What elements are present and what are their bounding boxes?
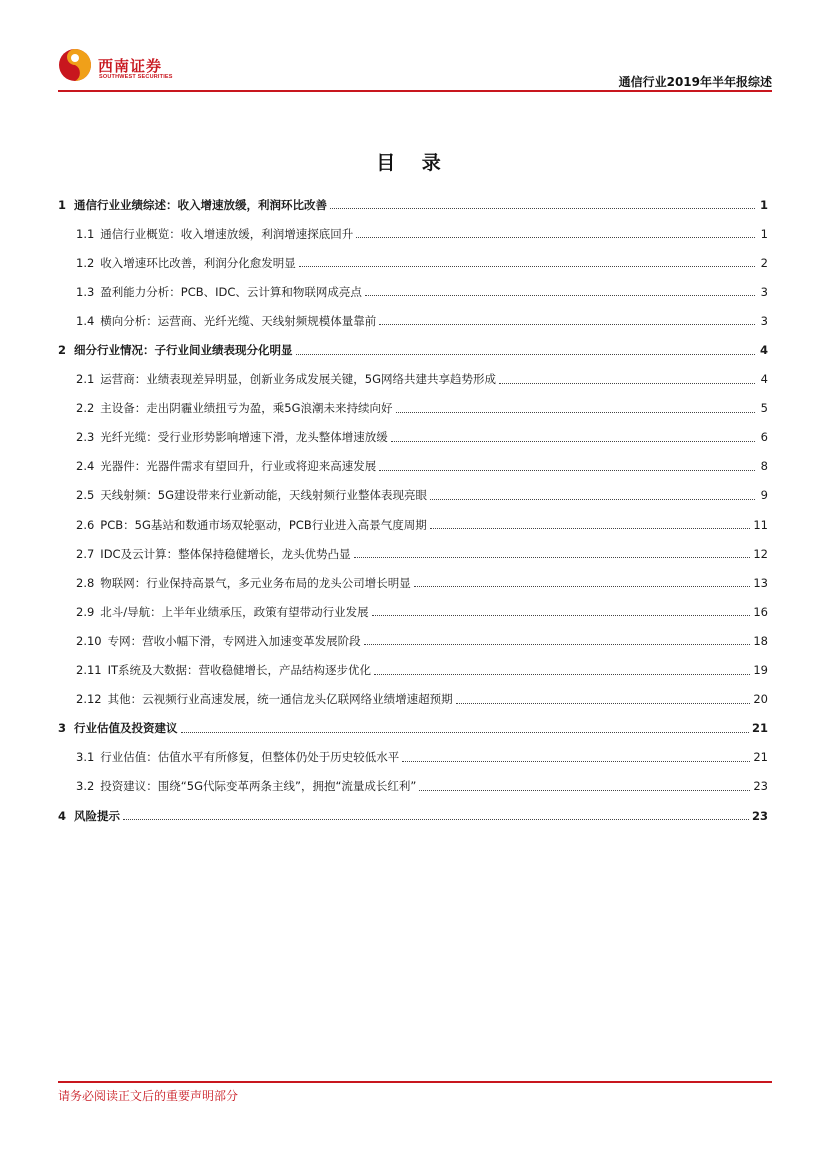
- toc-entry-title: 横向分析：运营商、光纤光缆、天线射频规模体量靠前: [100, 313, 377, 328]
- logo-chinese-name: 西南证券: [98, 57, 163, 75]
- toc-entry-number: 1: [58, 197, 67, 212]
- toc-entry-number: 3: [58, 721, 67, 736]
- toc-dot-leader: [374, 674, 750, 675]
- toc-entry-title: 盈利能力分析：PCB、IDC、云计算和物联网成亮点: [100, 284, 362, 299]
- toc-entry-number: 2.2: [76, 401, 95, 416]
- toc-entry-title: 通信行业概览：收入增速放缓，利润增速探底回升: [100, 226, 354, 241]
- toc-entry[interactable]: [58, 365, 768, 394]
- toc-entry-number: 1.4: [76, 313, 95, 328]
- toc-entry-title: 专网：营收小幅下滑，专网进入加速变革发展阶段: [107, 633, 361, 648]
- table-of-contents: [58, 190, 768, 830]
- toc-dot-leader: [499, 383, 755, 384]
- toc-entry-page: 9: [760, 488, 768, 503]
- toc-dot-leader: [299, 266, 755, 267]
- toc-entry-number: 1.1: [76, 226, 95, 241]
- toc-dot-leader: [356, 237, 755, 238]
- toc-entry-title: 细分行业情况：子行业间业绩表现分化明显: [74, 343, 293, 358]
- toc-entry-number: 2.4: [76, 459, 95, 474]
- toc-entry-number: 2.6: [76, 517, 95, 532]
- toc-entry[interactable]: [58, 394, 768, 423]
- toc-entry[interactable]: [58, 248, 768, 277]
- toc-entry-page: 23: [753, 779, 768, 794]
- toc-entry-number: 2.5: [76, 488, 95, 503]
- toc-entry-title: 运营商：业绩表现差异明显，创新业务成发展关键，5G网络共建共享趋势形成: [100, 372, 497, 387]
- toc-dot-leader: [123, 819, 749, 820]
- toc-dot-leader: [379, 324, 755, 325]
- toc-entry-title: 其他：云视频行业高速发展，统一通信龙头亿联网络业绩增速超预期: [107, 692, 453, 707]
- toc-entry-page: 1: [760, 226, 768, 241]
- toc-entry-page: 12: [753, 546, 768, 561]
- toc-entry-number: 2.12: [76, 692, 102, 707]
- toc-dot-leader: [354, 557, 751, 558]
- toc-entry-number: 3.1: [76, 750, 95, 765]
- toc-entry-title: 光器件：光器件需求有望回升，行业或将迎来高速发展: [100, 459, 377, 474]
- toc-dot-leader: [296, 354, 755, 355]
- toc-entry-page: 1: [759, 197, 768, 212]
- footer-disclaimer: 请务必阅读正文后的重要声明部分: [58, 1089, 239, 1103]
- toc-dot-leader: [330, 208, 755, 209]
- report-title: 通信行业2019年半年报综述: [618, 75, 772, 89]
- toc-entry-number: 2.9: [76, 604, 95, 619]
- toc-dot-leader: [396, 412, 755, 413]
- toc-entry-page: 19: [753, 663, 768, 678]
- toc-entry[interactable]: [58, 743, 768, 772]
- toc-entry-title: 物联网：行业保持高景气，多元业务布局的龙头公司增长明显: [100, 575, 411, 590]
- footer-divider: [58, 1081, 772, 1083]
- toc-entry-number: 4: [58, 808, 67, 823]
- toc-entry-page: 16: [753, 604, 768, 619]
- toc-entry-page: 2: [760, 255, 768, 270]
- toc-entry-number: 2: [58, 343, 67, 358]
- toc-entry-title: 行业估值及投资建议: [74, 721, 178, 736]
- toc-entry-number: 2.11: [76, 663, 102, 678]
- toc-entry-number: 2.1: [76, 372, 95, 387]
- toc-entry[interactable]: [58, 597, 768, 626]
- toc-entry-page: 4: [759, 343, 768, 358]
- toc-entry-title: 通信行业业绩综述：收入增速放缓，利润环比改善: [74, 197, 328, 212]
- toc-entry[interactable]: [58, 452, 768, 481]
- toc-heading: 目 录: [376, 152, 451, 174]
- toc-entry-title: 天线射频：5G建设带来行业新动能，天线射频行业整体表现亮眼: [100, 488, 428, 503]
- toc-dot-leader: [181, 732, 749, 733]
- toc-entry-number: 1.2: [76, 255, 95, 270]
- toc-entry[interactable]: [58, 190, 768, 219]
- toc-entry-number: 2.10: [76, 633, 102, 648]
- toc-entry-title: 投资建议：围绕“5G代际变革两条主线”，拥抱“流量成长红利”: [100, 779, 417, 794]
- toc-entry-page: 18: [753, 633, 768, 648]
- toc-entry-title: 光纤光缆：受行业形势影响增速下滑，龙头整体增速放缓: [100, 430, 388, 445]
- toc-entry[interactable]: [58, 714, 768, 743]
- toc-entry[interactable]: [58, 481, 768, 510]
- toc-entry-page: 5: [760, 401, 768, 416]
- toc-entry[interactable]: [58, 510, 768, 539]
- toc-entry[interactable]: [58, 801, 768, 830]
- toc-dot-leader: [414, 586, 751, 587]
- toc-entry[interactable]: [58, 656, 768, 685]
- toc-entry[interactable]: [58, 219, 768, 248]
- toc-entry-page: 6: [760, 430, 768, 445]
- toc-entry[interactable]: [58, 685, 768, 714]
- toc-entry-page: 23: [751, 808, 768, 823]
- toc-entry-page: 4: [760, 372, 768, 387]
- toc-entry-number: 2.7: [76, 546, 95, 561]
- toc-entry-page: 3: [760, 313, 768, 328]
- page-header: [58, 46, 772, 94]
- toc-entry-number: 3.2: [76, 779, 95, 794]
- toc-entry-page: 21: [751, 721, 768, 736]
- toc-dot-leader: [372, 615, 751, 616]
- toc-entry-title: IDC及云计算：整体保持稳健增长，龙头优势凸显: [100, 546, 351, 561]
- toc-entry[interactable]: [58, 306, 768, 335]
- toc-dot-leader: [391, 441, 755, 442]
- toc-entry-page: 11: [753, 517, 768, 532]
- toc-entry[interactable]: [58, 335, 768, 364]
- toc-entry-page: 13: [753, 575, 768, 590]
- toc-entry-number: 2.3: [76, 430, 95, 445]
- logo-english-name: SOUTHWEST SECURITIES: [99, 74, 173, 80]
- toc-dot-leader: [430, 528, 751, 529]
- toc-dot-leader: [402, 761, 750, 762]
- logo-emblem-icon: [58, 48, 92, 82]
- toc-entry-number: 1.3: [76, 284, 95, 299]
- toc-entry-title: 风险提示: [74, 808, 121, 823]
- toc-dot-leader: [419, 790, 750, 791]
- toc-entry[interactable]: [58, 277, 768, 306]
- toc-entry-page: 3: [760, 284, 768, 299]
- toc-dot-leader: [365, 295, 755, 296]
- toc-entry[interactable]: [58, 539, 768, 568]
- toc-entry-title: IT系统及大数据：营收稳健增长，产品结构逐步优化: [107, 663, 372, 678]
- toc-entry-page: 21: [753, 750, 768, 765]
- toc-entry-page: 20: [753, 692, 768, 707]
- toc-dot-leader: [379, 470, 755, 471]
- toc-dot-leader: [430, 499, 755, 500]
- toc-entry[interactable]: [58, 626, 768, 655]
- toc-entry-title: PCB：5G基站和数通市场双轮驱动，PCB行业进入高景气度周期: [100, 517, 427, 532]
- toc-entry-number: 2.8: [76, 575, 95, 590]
- toc-entry[interactable]: [58, 423, 768, 452]
- toc-dot-leader: [456, 703, 751, 704]
- company-logo: [58, 46, 178, 88]
- toc-entry-title: 北斗/导航：上半年业绩承压，政策有望带动行业发展: [100, 604, 369, 619]
- toc-entry-title: 主设备：走出阴霾业绩扭亏为盈，乘5G浪潮未来持续向好: [100, 401, 393, 416]
- header-divider: [58, 90, 772, 92]
- toc-entry-title: 收入增速环比改善，利润分化愈发明显: [100, 255, 296, 270]
- toc-dot-leader: [364, 644, 751, 645]
- toc-entry-page: 8: [760, 459, 768, 474]
- toc-entry[interactable]: [58, 568, 768, 597]
- toc-entry-title: 行业估值：估值水平有所修复，但整体仍处于历史较低水平: [100, 750, 400, 765]
- toc-entry[interactable]: [58, 772, 768, 801]
